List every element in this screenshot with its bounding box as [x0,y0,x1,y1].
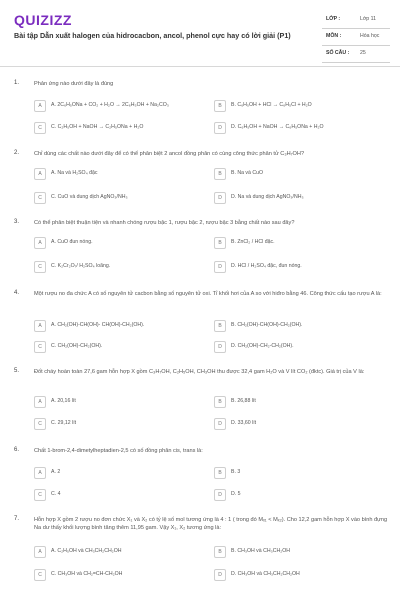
option-text: A. 2C₆H₅ONa + CO₂ + H₂O → 2C₆H₅OH + Na₂CO₃ [51,102,169,108]
question-text: Có thể phân biệt thuận tiện và nhanh chóng rượu bậc 1, rượu bậc 2, rượu bậc 3 bằng chất nào sau đây? [34,220,295,226]
option-b[interactable] [214,546,364,558]
option-letter-box: D [214,341,226,353]
option-text: C. K₂Cr₂O₇/ H₂SO₄ loãng. [51,263,111,269]
option-text: C. C₂H₅OH + NaOH → C₂H₅ONa + H₂O [51,124,144,130]
option-letter-box: A [34,168,46,180]
option-letter-box: B [214,237,226,249]
option-a[interactable] [34,467,184,479]
option-b[interactable] [214,168,364,180]
option-letter-box: C [34,418,46,430]
option-c[interactable] [34,122,184,134]
option-text: B. C₆H₅OH + HCl → C₆H₅Cl + H₂O [231,102,312,108]
option-text: C. CH₃OH và CH₂=CH-CH₂OH [51,571,123,577]
option-d[interactable] [214,192,364,204]
option-text: A. 20,16 lít [51,398,76,404]
option-text: B. 26,88 lít [231,398,256,404]
option-letter-box: A [34,467,46,479]
option-letter-box: D [214,122,226,134]
option-letter-box: B [214,100,226,112]
option-a[interactable] [34,320,184,332]
meta-row-class [322,12,390,29]
question-number: 4. [14,290,20,296]
option-letter-box: D [214,261,226,273]
option-letter-box: B [214,396,226,408]
option-c[interactable] [34,192,184,204]
option-letter-box: C [34,569,46,581]
option-b[interactable] [214,467,364,479]
quizizz-logo: QUIZIZZ [14,12,72,28]
option-d[interactable] [214,122,364,134]
meta-value: Hóa học [360,33,380,39]
question-text: Chất 1-brom-2,4-dimetylheptadien-2,5 có số đồng phân cis, trans là: [34,448,203,454]
option-d[interactable] [214,569,364,581]
option-letter-box: D [214,192,226,204]
question-number: 2. [14,150,20,156]
meta-table [322,12,390,63]
option-letter-box: A [34,546,46,558]
option-letter-box: C [34,192,46,204]
option-text: D. C₆H₅OH + NaOH → C₆H₅ONa + H₂O [231,124,324,130]
option-letter-box: B [214,467,226,479]
meta-value: 25 [360,50,366,56]
option-text: A. Na và H₂SO₄ đặc [51,170,98,176]
option-letter-box: A [34,396,46,408]
question-text: Một rượu no đa chức A có số nguyên tử cacbon bằng số nguyên tử oxi. Tỉ khối hơi của A so với hiđro bằng 46. Công thức cấu tạo rượu A là: [34,291,382,297]
option-letter-box: C [34,261,46,273]
option-letter-box: B [214,320,226,332]
option-c[interactable] [34,341,184,353]
option-letter-box: A [34,100,46,112]
option-d[interactable] [214,418,364,430]
option-letter-box: D [214,418,226,430]
option-letter-box: A [34,237,46,249]
meta-label: LỚP : [326,16,341,22]
question-number: 3. [14,219,20,225]
option-text: B. ZnCl₂ / HCl đặc. [231,239,275,245]
option-text: D. CH₃OH và CH₃CH₂CH₂OH [231,571,300,577]
option-text: C. CuO và dung dịch AgNO₃/NH₃ [51,194,128,200]
option-text: C. CH₂(OH)-CH₂(OH). [51,343,103,349]
meta-value: Lớp 11 [360,16,376,22]
question-number: 7. [14,516,20,522]
option-c[interactable] [34,489,184,501]
option-text: A. 2 [51,469,61,475]
worksheet-header [0,0,400,67]
option-b[interactable] [214,320,364,332]
option-c[interactable] [34,418,184,430]
option-letter-box: D [214,489,226,501]
option-a[interactable] [34,546,184,558]
option-a[interactable] [34,237,184,249]
question-number: 6. [14,447,20,453]
option-text: B. CH₃OH và CH₃CH₂OH [231,548,290,554]
option-text: A. CuO đun nóng. [51,239,93,245]
meta-label: SỐ CÂU : [326,50,350,56]
question-text: Chỉ dùng các chất nào dưới đây để có thể phân biệt 2 ancol đồng phân có cùng công thức phân tử C₃H₇OH? [34,151,305,157]
meta-row-question-count [322,46,390,63]
option-a[interactable] [34,396,184,408]
option-b[interactable] [214,237,364,249]
option-letter-box: C [34,122,46,134]
question-text: Phản ứng nào dưới đây là đúng [34,81,114,87]
option-a[interactable] [34,100,184,112]
option-text: D. HCl / H₂SO₄ đặc, đun nóng. [231,263,302,269]
question-text: Đốt cháy hoàn toàn 27,6 gam hỗn hợp X gồm C₃H₇OH, C₂H₅OH, CH₃OH thu được 32,4 gam H₂O và V lít CO₂ (đktc). Giá trị của V là: [34,369,365,375]
option-a[interactable] [34,168,184,180]
option-text: B. 3 [231,469,241,475]
option-b[interactable] [214,396,364,408]
question-number: 1. [14,80,20,86]
option-text: C. 29,12 lít [51,420,77,426]
option-letter-box: B [214,546,226,558]
option-text: D. 5 [231,491,241,497]
meta-row-subject [322,29,390,46]
option-text: B. CH₂(OH)-CH(OH)-CH₂(OH). [231,322,303,328]
option-text: D. 33,60 lít [231,420,257,426]
option-letter-box: A [34,320,46,332]
option-text: A. CH₂(OH)-CH(OH)- CH(OH)-CH₂(OH). [51,322,145,328]
option-text: C. 4 [51,491,61,497]
option-c[interactable] [34,261,184,273]
option-text: B. Na và CuO [231,170,264,176]
option-letter-box: D [214,569,226,581]
option-text: A. C₂H₅OH và CH₃CH₂CH₂OH [51,548,122,554]
option-text: D. Na và dung dịch AgNO₃/NH₃ [231,194,304,200]
option-d[interactable] [214,489,364,501]
option-b[interactable] [214,100,364,112]
option-d[interactable] [214,341,364,353]
option-d[interactable] [214,261,364,273]
option-letter-box: C [34,489,46,501]
question-text: Hỗn hợp X gồm 2 rượu no đơn chức X₁ và X₂ có tỷ lệ số mol tương ứng là 4 : 1 ( trong đó Mₓ₁ < Mₓ₂). Cho 12,2 gam hỗn hợp X vào bình đựng Na dư thấy khối lượng bình tăng thêm 11,95 gam. Vậy X₁, X₂ tương ứng là: [34,517,388,531]
option-c[interactable] [34,569,184,581]
option-letter-box: B [214,168,226,180]
option-letter-box: C [34,341,46,353]
worksheet-title: Bài tập Dẫn xuất halogen của hidrocacbon, ancol, phenol cực hay có lời giải (P1) [14,31,291,40]
meta-label: MÔN : [326,33,342,39]
question-number: 5. [14,368,20,374]
option-text: D. CH₂(OH)-CH₂-CH₂(OH). [231,343,294,349]
